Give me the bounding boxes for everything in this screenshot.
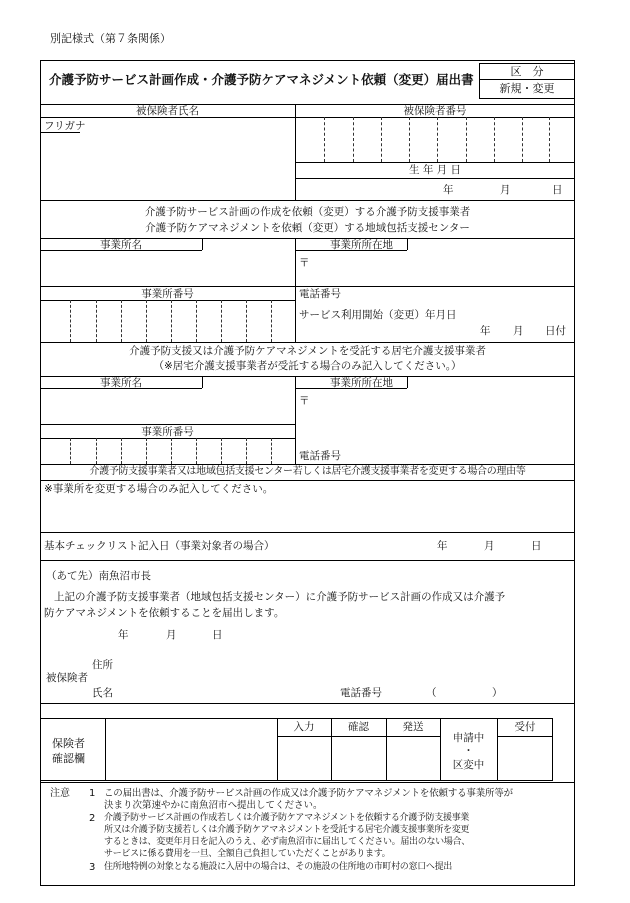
declaration-month-unit: 月 [166, 629, 177, 641]
birth-day-unit: 日 [552, 184, 563, 196]
status-applying: 申請中 [452, 732, 485, 744]
note-3-line-1: 住所地特例の対象となる施設に入居中の場合は、その施設の住所地の市町村の窓口へ提出 [104, 862, 453, 872]
input-column-label: 入力 [293, 721, 315, 733]
confirm-check-cell[interactable] [332, 737, 385, 780]
start-day-unit: 日付 [545, 325, 566, 337]
name-label: 氏名 [92, 687, 113, 699]
declaration-year-unit: 年 [118, 629, 129, 641]
care-postal-mark: 〒 [299, 395, 310, 407]
note-2-line-2: 所又は介護予防支援若しくは介護予防ケアマネジメントを受託する居宅介護支援事業所を変更 [104, 825, 470, 835]
checklist-day-unit: 日 [531, 540, 542, 552]
checklist-month-unit: 月 [484, 540, 495, 552]
note-2-line-4: サービスに係る費用を一旦、全額自己負担していただくことがあります。 [104, 849, 391, 859]
service-start-label: サービス利用開始（変更）年月日 [299, 309, 457, 321]
insured-name-field[interactable] [41, 133, 294, 199]
change-reason-field[interactable] [41, 496, 574, 531]
send-check-cell[interactable] [387, 737, 439, 780]
change-reason-header: 介護予防支援事業者又は地域包括支援センター若しくは居宅介護支援事業者を変更する場合の理由等 [89, 466, 526, 477]
note-3-number: 3 [89, 862, 96, 873]
notes-heading: 注意 [50, 788, 70, 799]
care-office-address-field[interactable] [310, 389, 574, 425]
care-office-number-field[interactable] [41, 439, 294, 463]
status-changing: 区変中 [452, 759, 485, 771]
provider-office-number-field[interactable] [41, 301, 294, 341]
insured-name-header: 被保険者氏名 [136, 105, 199, 117]
change-reason-note: ※事業所を変更する場合のみ記入してください。 [44, 483, 274, 495]
note-2-line-1: 介護予防サービス計画の作成若しくは介護予防ケアマネジメントを依頼する介護予防支援事業 [104, 813, 470, 823]
declaration-text-1: 上記の介護予防支援事業者（地域包括支援センター）に介護予防サービス計画の作成又は介護予 [54, 591, 506, 603]
office-use-label-1: 保険者 [52, 737, 85, 750]
note-2-number: 2 [89, 813, 96, 824]
office-use-label-2: 確認欄 [52, 752, 85, 765]
provider-office-address-field[interactable] [310, 251, 574, 285]
provider-postal-mark: 〒 [299, 257, 310, 269]
provider-office-number-label: 事業所番号 [141, 288, 194, 300]
category-box [479, 63, 575, 99]
care-office-address-label: 事業所所在地 [330, 377, 393, 389]
declaration-text-2: 防ケアマネジメントを依頼することを届出します。 [44, 607, 285, 619]
note-1-number: 1 [89, 788, 96, 799]
send-column-label: 発送 [402, 721, 424, 733]
received-column-label: 受付 [514, 721, 536, 733]
declaration-day-unit: 日 [212, 629, 223, 641]
address-label: 住所 [92, 659, 113, 671]
provider-phone-label: 電話番号 [299, 288, 341, 300]
declaration-phone-label: 電話番号 [340, 687, 382, 699]
received-cell[interactable] [498, 737, 552, 780]
note-1-line-2: 決まり次第速やかに南魚沼市へ提出してください。 [104, 800, 323, 811]
addressee: （あて先）南魚沼市長 [46, 570, 151, 582]
provider-office-name-field[interactable] [41, 251, 294, 285]
checklist-year-unit: 年 [437, 540, 448, 552]
provider-heading-2: 介護予防ケアマネジメントを依頼（変更）する地域包括支援センター [145, 222, 470, 234]
category-header: 区 分 [480, 64, 574, 80]
insured-number-field[interactable] [296, 118, 574, 161]
form-title: 介護予防サービス計画作成・介護予防ケアマネジメント依頼（変更）届出書 [49, 72, 474, 87]
note-1-line-1: この届出書は、介護予防サービス計画の作成又は介護予防ケアマネジメントを依頼する事業所等が [104, 788, 513, 799]
phone-paren-close: ） [492, 687, 503, 699]
category-value[interactable]: 新規・変更 [499, 82, 555, 95]
birth-date-header: 生 年 月 日 [408, 164, 461, 176]
form-reference: 別記様式（第７条関係） [50, 32, 171, 45]
care-heading-2: （※居宅介護支援事業者が受託する場合のみ記入してください。） [153, 360, 462, 372]
care-office-number-label: 事業所番号 [141, 426, 194, 438]
provider-heading-1: 介護予防サービス計画の作成を依頼（変更）する介護予防支援事業者 [144, 206, 471, 218]
provider-office-name-label: 事業所名 [100, 239, 142, 251]
start-month-unit: 月 [513, 325, 524, 337]
provider-office-address-label: 事業所所在地 [330, 239, 393, 251]
address-field[interactable] [120, 655, 570, 673]
furigana-label: フリガナ [44, 120, 86, 132]
care-office-name-field[interactable] [41, 389, 294, 423]
confirm-column-label: 確認 [348, 721, 369, 733]
input-check-cell[interactable] [278, 737, 330, 780]
insured-number-header: 被保険者番号 [403, 105, 467, 117]
status-separator: ・ [463, 745, 474, 757]
birth-month-unit: 月 [500, 184, 511, 196]
care-heading-1: 介護予防支援又は介護予防ケアマネジメントを受託する居宅介護支援事業者 [129, 345, 486, 357]
phone-paren-open: （ [426, 687, 437, 699]
name-field[interactable] [120, 683, 330, 701]
start-year-unit: 年 [480, 325, 491, 337]
checklist-date-label: 基本チェックリスト記入日（事業対象者の場合） [44, 540, 275, 552]
care-phone-label: 電話番号 [299, 450, 341, 462]
birth-year-unit: 年 [443, 184, 454, 196]
note-2-line-3: するときは、変更年月日を記入のうえ、必ず南魚沼市に届出してください。届出のない場合、 [104, 837, 470, 847]
insured-person-label: 被保険者 [46, 672, 88, 684]
care-office-name-label: 事業所名 [100, 377, 142, 389]
